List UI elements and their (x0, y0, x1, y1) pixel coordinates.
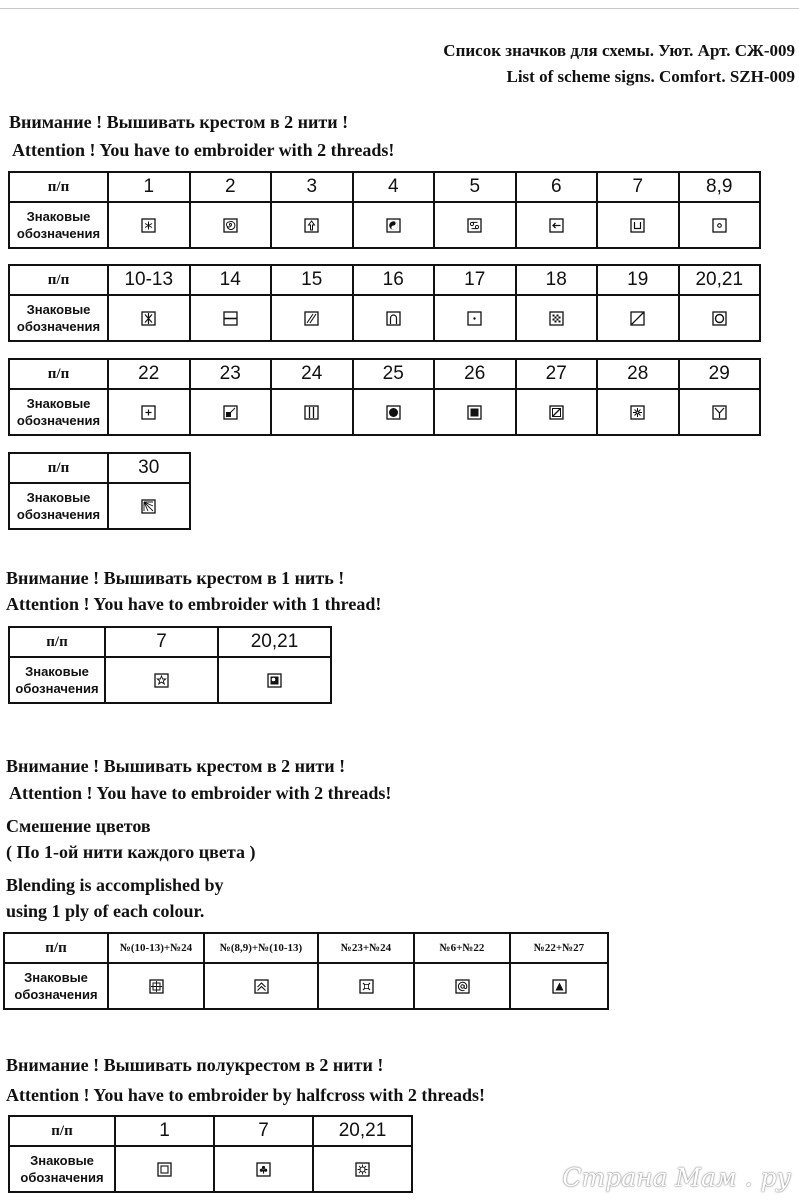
symbol-cell (218, 657, 331, 703)
double-slash-icon (304, 311, 319, 326)
symbol-cell (597, 202, 679, 248)
s4-warning-en: Attention ! You have to embroider by halfcross with 2 threads! (6, 1085, 486, 1105)
spiral-icon (223, 218, 238, 233)
s1-warning-en: Attention ! You have to embroider with 2 threads! (12, 140, 395, 160)
sign-label-line2: обозначения (16, 319, 101, 334)
symbol-cell (108, 202, 190, 248)
row-header-label: п/п (9, 359, 108, 389)
color-number: 17 (434, 265, 516, 295)
color-number: 10-13 (108, 265, 190, 295)
page-title-en: List of scheme signs. Comfort. SZH-009 (506, 67, 795, 86)
arrow-up-icon (304, 218, 319, 233)
symbol-cell (679, 389, 761, 435)
symbol-cell (105, 657, 218, 703)
corner-fill-icon (223, 405, 238, 420)
x-bar-icon (141, 311, 156, 326)
symbol-cell (271, 295, 353, 341)
square-plus-icon (149, 979, 164, 994)
symbol-table-t3 (8, 358, 761, 436)
dot-icon (467, 311, 482, 326)
symbol-cell (204, 963, 318, 1009)
row-sign-label (9, 1146, 115, 1192)
sign-label-line1: Знаковые (26, 490, 91, 505)
sign-label-line2: обозначения (16, 507, 101, 522)
symbol-table-t2 (8, 264, 761, 342)
triangle-icon (552, 979, 567, 994)
symbol-cell (353, 389, 435, 435)
at-icon (455, 979, 470, 994)
color-number: 14 (190, 265, 272, 295)
symbol-cell (679, 295, 761, 341)
double-chevron-icon (254, 979, 269, 994)
symbol-cell (190, 389, 272, 435)
color-number: 7 (214, 1116, 313, 1146)
rays-icon (141, 499, 156, 514)
row-header-label: п/п (9, 453, 108, 483)
symbol-cell (434, 202, 516, 248)
bullseye-square-icon (267, 673, 282, 688)
color-number: 5 (434, 172, 516, 202)
color-number: 18 (516, 265, 598, 295)
horizontal-bar-icon (223, 311, 238, 326)
symbol-cell (679, 202, 761, 248)
symbol-table-t5 (8, 626, 332, 704)
color-number: 26 (434, 359, 516, 389)
nested-square-icon (157, 1162, 172, 1177)
arrow-left-icon (549, 218, 564, 233)
color-number: 15 (271, 265, 353, 295)
color-number: 22 (108, 359, 190, 389)
s3-warning-en: Attention ! You have to embroider with 2 threads! (9, 783, 392, 803)
color-number: 8,9 (679, 172, 761, 202)
symbol-cell (190, 202, 272, 248)
watermark: Страна Мам . ру (562, 1163, 791, 1192)
y-shape-icon (712, 405, 727, 420)
symbol-cell (353, 202, 435, 248)
sign-label-line1: Знаковые (26, 302, 91, 317)
color-number: 6 (516, 172, 598, 202)
star-burst-icon (630, 405, 645, 420)
symbol-cell (516, 295, 598, 341)
page-title-ru: Список значков для схемы. Уют. Арт. СЖ-009 (443, 41, 795, 60)
row-header-label: п/п (9, 1116, 115, 1146)
color-number: №6+№22 (414, 933, 510, 963)
sign-label-line1: Знаковые (26, 396, 91, 411)
row-header-label: п/п (9, 172, 108, 202)
s2-warning-ru: Внимание ! Вышивать крестом в 1 нить ! (6, 568, 345, 588)
blend-ru-line1: Смешение цветов (6, 816, 151, 836)
color-number: 20,21 (679, 265, 761, 295)
top-rule (0, 8, 799, 9)
plus-icon (141, 405, 156, 420)
filled-square-icon (467, 405, 482, 420)
color-number: 7 (105, 627, 218, 657)
color-number: №22+№27 (510, 933, 608, 963)
color-number: 28 (597, 359, 679, 389)
color-number: 1 (115, 1116, 214, 1146)
blend-ru-line2: ( По 1-ой нити каждого цвета ) (6, 842, 256, 862)
row-sign-label (9, 657, 105, 703)
sign-label-line2: обозначения (16, 413, 101, 428)
row-header-label: п/п (9, 265, 108, 295)
symbol-cell (353, 295, 435, 341)
square-slash-icon (549, 405, 564, 420)
sun-icon (355, 1162, 370, 1177)
color-number: 23 (190, 359, 272, 389)
sign-label-line1: Знаковые (24, 970, 88, 985)
symbol-cell (271, 389, 353, 435)
s3-warning-ru: Внимание ! Вышивать крестом в 2 нити ! (6, 756, 346, 776)
filled-circle-icon (386, 405, 401, 420)
color-number: 30 (108, 453, 190, 483)
symbol-cell (115, 1146, 214, 1192)
symbol-cell (414, 963, 510, 1009)
color-number: 20,21 (218, 627, 331, 657)
sign-label-line1: Знаковые (26, 209, 91, 224)
symbol-cell (434, 389, 516, 435)
diagonal-icon (630, 311, 645, 326)
color-number: 16 (353, 265, 435, 295)
row-sign-label (9, 389, 108, 435)
star-icon (154, 673, 169, 688)
color-number: 24 (271, 359, 353, 389)
small-circle-icon (712, 218, 727, 233)
blend-en-line1: Blending is accomplished by (6, 875, 224, 895)
symbol-cell (271, 202, 353, 248)
color-number: 25 (353, 359, 435, 389)
symbol-cell (434, 295, 516, 341)
row-header-label: п/п (9, 627, 105, 657)
symbol-cell (313, 1146, 412, 1192)
arch-icon (386, 311, 401, 326)
s2-warning-en: Attention ! You have to embroider with 1 thread! (6, 594, 382, 614)
sign-label-line2: обозначения (15, 681, 99, 696)
symbol-cell (108, 389, 190, 435)
symbol-table-t7 (8, 1115, 413, 1193)
sign-label-line2: обозначения (14, 987, 98, 1002)
row-sign-label (4, 963, 108, 1009)
row-sign-label (9, 483, 108, 529)
color-number: 3 (271, 172, 353, 202)
symbol-cell (190, 295, 272, 341)
sign-label-line2: обозначения (16, 226, 101, 241)
color-number: 7 (597, 172, 679, 202)
color-number: 2 (190, 172, 272, 202)
symbol-table-t1 (8, 171, 761, 249)
color-number: 27 (516, 359, 598, 389)
sign-label-line1: Знаковые (30, 1153, 94, 1168)
sign-label-line1: Знаковые (25, 664, 89, 679)
color-number: №23+№24 (318, 933, 414, 963)
symbol-cell (318, 963, 414, 1009)
row-sign-label (9, 202, 108, 248)
color-number: №(8,9)+№(10-13) (204, 933, 318, 963)
blend-en-line2: using 1 ply of each colour. (6, 901, 205, 921)
color-number: 20,21 (313, 1116, 412, 1146)
symbol-table-t6 (3, 932, 609, 1010)
vertical-bars-icon (304, 405, 319, 420)
symbol-cell (214, 1146, 313, 1192)
cancer-sign-icon (467, 218, 482, 233)
snowflake-icon (141, 218, 156, 233)
checker-icon (549, 311, 564, 326)
color-number: 19 (597, 265, 679, 295)
color-number: №(10-13)+№24 (108, 933, 204, 963)
x-square-icon (359, 979, 374, 994)
color-number: 29 (679, 359, 761, 389)
symbol-cell (516, 389, 598, 435)
symbol-cell (108, 483, 190, 529)
ring-icon (712, 311, 727, 326)
symbol-cell (597, 389, 679, 435)
symbol-table-t4 (8, 452, 191, 530)
symbol-cell (597, 295, 679, 341)
sign-label-line2: обозначения (20, 1170, 104, 1185)
clubs-icon (256, 1162, 271, 1177)
cup-icon (630, 218, 645, 233)
color-number: 1 (108, 172, 190, 202)
row-header-label: п/п (4, 933, 108, 963)
s4-warning-ru: Внимание ! Вышивать полукрестом в 2 нити ! (6, 1055, 384, 1075)
symbol-cell (108, 295, 190, 341)
symbol-cell (108, 963, 204, 1009)
symbol-cell (516, 202, 598, 248)
color-number: 4 (353, 172, 435, 202)
yin-yang-icon (386, 218, 401, 233)
s1-warning-ru: Внимание ! Вышивать крестом в 2 нити ! (9, 112, 349, 132)
row-sign-label (9, 295, 108, 341)
symbol-cell (510, 963, 608, 1009)
